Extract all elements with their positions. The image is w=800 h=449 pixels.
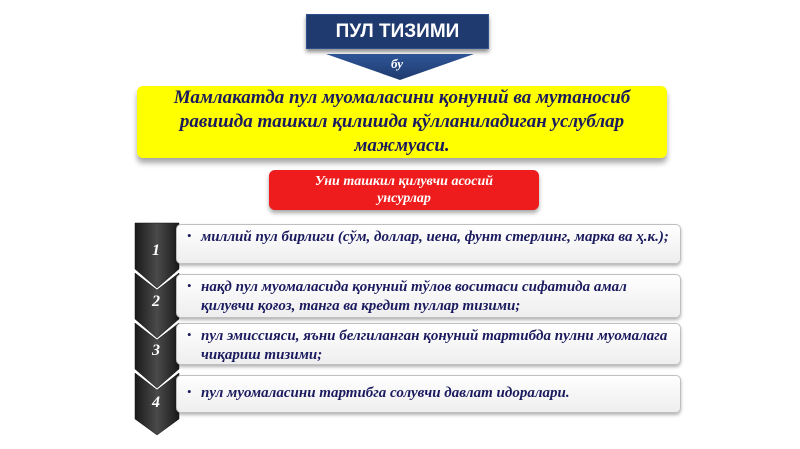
bullet-3: • (187, 327, 192, 342)
definition-text: Мамлакатда пул муомаласини қонуний ва мутаносиб равишда ташкил қилишда қўлланиладиган услублар мажмуаси. (173, 87, 631, 156)
bullet-1: • (187, 228, 192, 243)
list-item-text-2: нақд пул муомаласида қонуний тўлов воситаси сифатида амал қилувчи қоғоз, танга ва кредит пуллар тизими; (201, 279, 627, 314)
elements-header-box (269, 170, 539, 210)
list-item-text-1: миллий пул бирлиги (сўм, доллар, иена, фунт стерлинг, марка ва ҳ.к.); (201, 229, 669, 245)
list-item-text-4: пул муомаласини тартибга солувчи давлат идоралари. (201, 385, 570, 401)
list-item-1 (176, 224, 681, 264)
item-number-1: 1 (152, 242, 160, 259)
list-item-3 (176, 323, 681, 365)
item-number-2: 2 (152, 293, 160, 310)
arrow-label: бу (390, 56, 404, 71)
list-item-text-3: пул эмиссияси, яъни белгиланган қонуний тартибда пулни муомалага чиқариш тизими; (201, 328, 668, 363)
item-number-4: 4 (152, 394, 160, 411)
page-title: ПУЛ ТИЗИМИ (306, 14, 489, 49)
list-item-2 (176, 274, 681, 318)
definition-box (137, 86, 667, 158)
bullet-2: • (187, 278, 192, 293)
elements-header-text: Уни ташкил қилувчи асосий унсурлар (314, 174, 494, 206)
bullet-4: • (187, 384, 192, 399)
list-item-4 (176, 375, 681, 413)
item-number-3: 3 (152, 342, 160, 359)
